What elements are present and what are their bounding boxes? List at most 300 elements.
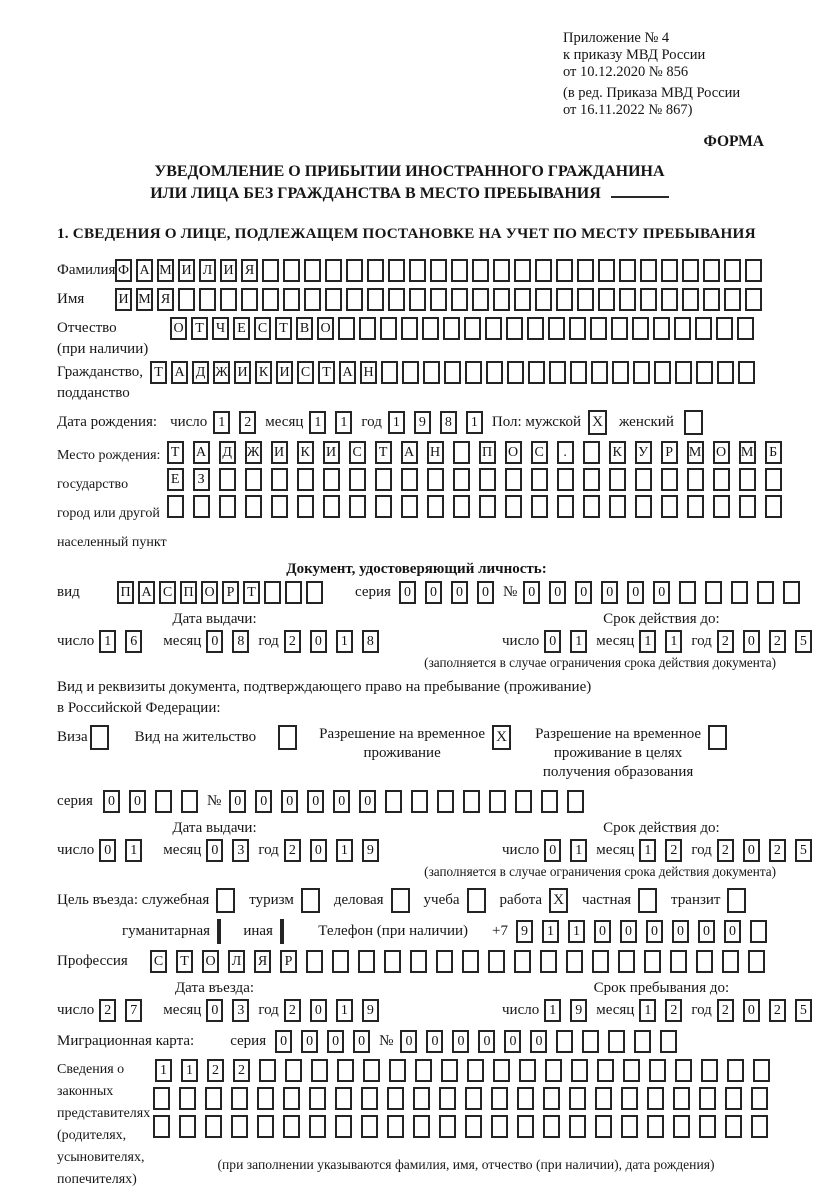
form-cell[interactable] (311, 1059, 328, 1082)
form-cell[interactable] (611, 317, 628, 340)
form-cell[interactable]: 2 (717, 999, 734, 1022)
form-cell[interactable]: С (150, 950, 167, 973)
form-cell[interactable] (153, 1087, 170, 1110)
form-cell[interactable] (465, 361, 482, 384)
form-cell[interactable] (361, 1087, 378, 1110)
form-cell[interactable] (219, 495, 236, 518)
form-cell[interactable] (582, 1030, 599, 1053)
form-cell[interactable] (640, 259, 657, 282)
form-cell[interactable] (257, 1115, 274, 1138)
form-cell[interactable]: Т (176, 950, 193, 973)
form-cell[interactable]: 0 (523, 581, 540, 604)
form-cell[interactable] (515, 790, 532, 813)
form-cell[interactable]: Ф (115, 259, 132, 282)
form-cell[interactable] (569, 1115, 586, 1138)
form-cell[interactable] (167, 495, 184, 518)
form-cell[interactable]: Н (360, 361, 377, 384)
form-cell[interactable]: 2 (717, 839, 734, 862)
form-cell[interactable]: 0 (544, 630, 561, 653)
form-cell[interactable] (633, 361, 650, 384)
form-cell[interactable] (687, 495, 704, 518)
form-cell[interactable] (451, 259, 468, 282)
form-cell[interactable]: О (505, 441, 522, 464)
form-cell[interactable]: 7 (125, 999, 142, 1022)
form-cell[interactable] (535, 259, 552, 282)
form-cell[interactable] (486, 361, 503, 384)
form-cell[interactable] (517, 1087, 534, 1110)
form-cell[interactable] (725, 1087, 742, 1110)
form-cell[interactable] (632, 317, 649, 340)
form-cell[interactable] (464, 317, 481, 340)
form-cell[interactable]: Т (318, 361, 335, 384)
form-cell[interactable] (297, 495, 314, 518)
form-cell[interactable]: К (609, 441, 626, 464)
form-cell[interactable] (309, 1087, 326, 1110)
form-cell[interactable] (703, 288, 720, 311)
form-cell[interactable] (241, 288, 258, 311)
form-cell[interactable]: 0 (281, 790, 298, 813)
form-cell[interactable] (673, 1087, 690, 1110)
form-cell[interactable] (413, 1115, 430, 1138)
form-cell[interactable] (389, 1059, 406, 1082)
form-cell[interactable] (271, 468, 288, 491)
form-cell[interactable] (661, 495, 678, 518)
form-cell[interactable]: 2 (284, 630, 301, 653)
form-cell[interactable] (724, 259, 741, 282)
form-cell[interactable] (577, 259, 594, 282)
form-cell[interactable] (623, 1059, 640, 1082)
form-cell[interactable] (577, 288, 594, 311)
form-cell[interactable]: 1 (336, 839, 353, 862)
form-cell[interactable] (257, 1087, 274, 1110)
form-cell[interactable] (595, 1115, 612, 1138)
form-cell[interactable] (566, 950, 583, 973)
form-cell[interactable] (541, 790, 558, 813)
checkbox-visa[interactable] (90, 725, 109, 750)
form-cell[interactable] (323, 468, 340, 491)
form-cell[interactable]: 0 (477, 581, 494, 604)
form-cell[interactable]: 1 (336, 630, 353, 653)
form-cell[interactable]: 0 (307, 790, 324, 813)
form-cell[interactable] (583, 495, 600, 518)
form-cell[interactable]: 9 (414, 411, 431, 434)
form-cell[interactable] (262, 288, 279, 311)
form-cell[interactable] (619, 288, 636, 311)
form-cell[interactable] (540, 950, 557, 973)
form-cell[interactable] (361, 1115, 378, 1138)
form-cell[interactable]: Т (375, 441, 392, 464)
form-cell[interactable] (439, 1087, 456, 1110)
form-cell[interactable]: 2 (233, 1059, 250, 1082)
form-cell[interactable] (548, 317, 565, 340)
form-cell[interactable] (363, 1059, 380, 1082)
form-cell[interactable]: 5 (795, 999, 812, 1022)
form-cell[interactable]: 2 (665, 999, 682, 1022)
form-cell[interactable]: А (339, 361, 356, 384)
form-cell[interactable] (472, 259, 489, 282)
form-cell[interactable]: 0 (743, 630, 760, 653)
form-cell[interactable] (545, 1059, 562, 1082)
form-cell[interactable]: 0 (451, 581, 468, 604)
form-cell[interactable]: И (178, 259, 195, 282)
form-cell[interactable] (387, 1115, 404, 1138)
form-cell[interactable] (505, 468, 522, 491)
form-cell[interactable] (493, 259, 510, 282)
form-cell[interactable] (696, 950, 713, 973)
form-cell[interactable]: 1 (544, 999, 561, 1022)
form-cell[interactable] (571, 1059, 588, 1082)
form-cell[interactable]: 0 (333, 790, 350, 813)
form-cell[interactable]: 0 (530, 1030, 547, 1053)
form-cell[interactable] (687, 468, 704, 491)
form-cell[interactable]: 0 (452, 1030, 469, 1053)
form-cell[interactable] (695, 317, 712, 340)
form-cell[interactable]: 0 (206, 839, 223, 862)
form-cell[interactable] (751, 1087, 768, 1110)
form-cell[interactable] (619, 259, 636, 282)
form-cell[interactable]: 1 (125, 839, 142, 862)
form-cell[interactable]: С (349, 441, 366, 464)
form-cell[interactable] (193, 495, 210, 518)
form-cell[interactable] (465, 1115, 482, 1138)
form-cell[interactable] (463, 790, 480, 813)
form-cell[interactable] (751, 1115, 768, 1138)
form-cell[interactable]: 2 (239, 411, 256, 434)
form-cell[interactable] (531, 468, 548, 491)
form-cell[interactable]: И (220, 259, 237, 282)
form-cell[interactable] (653, 317, 670, 340)
form-cell[interactable] (441, 1059, 458, 1082)
form-cell[interactable]: Т (275, 317, 292, 340)
form-cell[interactable]: П (479, 441, 496, 464)
form-cell[interactable] (738, 361, 755, 384)
form-cell[interactable] (608, 1030, 625, 1053)
form-cell[interactable] (661, 259, 678, 282)
form-cell[interactable] (401, 317, 418, 340)
form-cell[interactable] (757, 581, 774, 604)
form-cell[interactable] (422, 317, 439, 340)
form-cell[interactable]: 2 (769, 999, 786, 1022)
form-cell[interactable]: О (713, 441, 730, 464)
form-cell[interactable]: Е (233, 317, 250, 340)
form-cell[interactable] (283, 1087, 300, 1110)
form-cell[interactable] (453, 468, 470, 491)
form-cell[interactable]: 1 (213, 411, 230, 434)
form-cell[interactable]: 5 (795, 630, 812, 653)
form-cell[interactable] (491, 1115, 508, 1138)
form-cell[interactable]: 1 (466, 411, 483, 434)
form-cell[interactable] (696, 361, 713, 384)
form-cell[interactable] (739, 495, 756, 518)
form-cell[interactable] (737, 317, 754, 340)
form-cell[interactable]: . (557, 441, 574, 464)
form-cell[interactable] (283, 1115, 300, 1138)
form-cell[interactable] (609, 468, 626, 491)
form-cell[interactable] (472, 288, 489, 311)
form-cell[interactable] (557, 468, 574, 491)
form-cell[interactable]: 0 (743, 999, 760, 1022)
form-cell[interactable] (488, 950, 505, 973)
form-cell[interactable] (430, 288, 447, 311)
form-cell[interactable] (205, 1115, 222, 1138)
form-cell[interactable]: 0 (620, 920, 637, 943)
checkbox-female[interactable] (684, 410, 703, 435)
form-cell[interactable]: 5 (795, 839, 812, 862)
form-cell[interactable]: 9 (570, 999, 587, 1022)
form-cell[interactable] (199, 288, 216, 311)
form-cell[interactable] (359, 317, 376, 340)
form-cell[interactable] (713, 468, 730, 491)
form-cell[interactable]: 0 (359, 790, 376, 813)
form-cell[interactable]: Я (157, 288, 174, 311)
form-cell[interactable] (423, 361, 440, 384)
form-cell[interactable] (507, 361, 524, 384)
form-cell[interactable]: О (201, 581, 218, 604)
form-cell[interactable] (748, 950, 765, 973)
form-cell[interactable]: 0 (310, 839, 327, 862)
form-cell[interactable] (549, 361, 566, 384)
form-cell[interactable] (514, 259, 531, 282)
form-cell[interactable] (479, 495, 496, 518)
form-cell[interactable]: Я (241, 259, 258, 282)
form-cell[interactable] (304, 288, 321, 311)
form-cell[interactable] (731, 581, 748, 604)
form-cell[interactable]: 2 (717, 630, 734, 653)
form-cell[interactable] (765, 468, 782, 491)
form-cell[interactable]: 0 (672, 920, 689, 943)
form-cell[interactable] (745, 288, 762, 311)
form-cell[interactable] (384, 950, 401, 973)
form-cell[interactable]: 0 (426, 1030, 443, 1053)
form-cell[interactable]: 1 (639, 630, 656, 653)
form-cell[interactable] (727, 1059, 744, 1082)
form-cell[interactable] (367, 288, 384, 311)
checkbox-work[interactable]: X (549, 888, 568, 913)
form-cell[interactable]: 0 (310, 630, 327, 653)
form-cell[interactable]: 0 (399, 581, 416, 604)
form-cell[interactable] (543, 1087, 560, 1110)
form-cell[interactable]: 0 (327, 1030, 344, 1053)
form-cell[interactable]: 0 (743, 839, 760, 862)
form-cell[interactable] (725, 1115, 742, 1138)
form-cell[interactable]: Е (167, 468, 184, 491)
form-cell[interactable] (701, 1059, 718, 1082)
form-cell[interactable]: Я (254, 950, 271, 973)
form-cell[interactable]: 1 (309, 411, 326, 434)
form-cell[interactable] (745, 259, 762, 282)
form-cell[interactable] (453, 495, 470, 518)
form-cell[interactable]: 2 (769, 630, 786, 653)
form-cell[interactable]: И (234, 361, 251, 384)
form-cell[interactable] (462, 950, 479, 973)
form-cell[interactable] (325, 288, 342, 311)
form-cell[interactable] (465, 1087, 482, 1110)
form-cell[interactable] (332, 950, 349, 973)
form-cell[interactable] (430, 259, 447, 282)
form-cell[interactable]: Ж (245, 441, 262, 464)
form-cell[interactable] (285, 581, 302, 604)
form-cell[interactable]: 1 (181, 1059, 198, 1082)
form-cell[interactable]: 1 (542, 920, 559, 943)
form-cell[interactable]: А (138, 581, 155, 604)
form-cell[interactable] (783, 581, 800, 604)
form-cell[interactable]: 0 (653, 581, 670, 604)
form-cell[interactable] (514, 288, 531, 311)
form-cell[interactable] (349, 468, 366, 491)
form-cell[interactable] (349, 495, 366, 518)
form-cell[interactable] (713, 495, 730, 518)
form-cell[interactable]: Т (243, 581, 260, 604)
form-cell[interactable] (679, 581, 696, 604)
form-cell[interactable]: Т (150, 361, 167, 384)
form-cell[interactable]: М (739, 441, 756, 464)
form-cell[interactable]: 0 (103, 790, 120, 813)
form-cell[interactable] (682, 259, 699, 282)
checkbox-temp-residence-edu[interactable] (708, 725, 727, 750)
form-cell[interactable]: К (255, 361, 272, 384)
form-cell[interactable] (597, 1059, 614, 1082)
form-cell[interactable]: Д (219, 441, 236, 464)
form-cell[interactable]: 1 (99, 630, 116, 653)
form-cell[interactable] (567, 790, 584, 813)
form-cell[interactable]: О (170, 317, 187, 340)
form-cell[interactable]: М (136, 288, 153, 311)
form-cell[interactable]: 1 (155, 1059, 172, 1082)
form-cell[interactable] (716, 317, 733, 340)
form-cell[interactable]: Р (280, 950, 297, 973)
checkbox-residence-permit[interactable] (278, 725, 297, 750)
form-cell[interactable] (346, 259, 363, 282)
form-cell[interactable] (181, 790, 198, 813)
form-cell[interactable] (453, 441, 470, 464)
form-cell[interactable] (528, 361, 545, 384)
form-cell[interactable] (375, 468, 392, 491)
form-cell[interactable] (283, 259, 300, 282)
form-cell[interactable] (493, 1059, 510, 1082)
form-cell[interactable] (557, 495, 574, 518)
form-cell[interactable]: Л (228, 950, 245, 973)
form-cell[interactable] (595, 1087, 612, 1110)
form-cell[interactable] (401, 468, 418, 491)
form-cell[interactable]: 0 (549, 581, 566, 604)
form-cell[interactable] (527, 317, 544, 340)
form-cell[interactable]: 0 (206, 630, 223, 653)
form-cell[interactable] (739, 468, 756, 491)
form-cell[interactable]: 0 (601, 581, 618, 604)
form-cell[interactable] (437, 790, 454, 813)
form-cell[interactable] (436, 950, 453, 973)
form-cell[interactable] (306, 581, 323, 604)
form-cell[interactable] (304, 259, 321, 282)
form-cell[interactable]: Ж (213, 361, 230, 384)
form-cell[interactable]: С (297, 361, 314, 384)
checkbox-official[interactable] (216, 888, 235, 913)
checkbox-male[interactable]: X (588, 410, 607, 435)
checkbox-temp-residence[interactable]: X (492, 725, 511, 750)
form-cell[interactable] (338, 317, 355, 340)
form-cell[interactable] (506, 317, 523, 340)
form-cell[interactable] (220, 288, 237, 311)
form-cell[interactable] (380, 317, 397, 340)
form-cell[interactable] (427, 495, 444, 518)
form-cell[interactable] (661, 468, 678, 491)
form-cell[interactable] (703, 259, 720, 282)
form-cell[interactable] (621, 1087, 638, 1110)
form-cell[interactable] (367, 259, 384, 282)
form-cell[interactable]: Т (167, 441, 184, 464)
form-cell[interactable] (259, 1059, 276, 1082)
form-cell[interactable] (346, 288, 363, 311)
form-cell[interactable] (647, 1115, 664, 1138)
form-cell[interactable]: П (117, 581, 134, 604)
form-cell[interactable] (219, 468, 236, 491)
form-cell[interactable] (297, 468, 314, 491)
form-cell[interactable] (179, 1115, 196, 1138)
form-cell[interactable] (674, 317, 691, 340)
form-cell[interactable] (283, 288, 300, 311)
form-cell[interactable] (505, 495, 522, 518)
form-cell[interactable] (590, 317, 607, 340)
form-cell[interactable]: М (157, 259, 174, 282)
form-cell[interactable]: 8 (362, 630, 379, 653)
form-cell[interactable]: 0 (301, 1030, 318, 1053)
form-cell[interactable]: 0 (724, 920, 741, 943)
form-cell[interactable]: 0 (544, 839, 561, 862)
form-cell[interactable] (479, 468, 496, 491)
form-cell[interactable] (264, 581, 281, 604)
form-cell[interactable]: 1 (570, 630, 587, 653)
form-cell[interactable]: 0 (504, 1030, 521, 1053)
form-cell[interactable] (385, 790, 402, 813)
form-cell[interactable] (670, 950, 687, 973)
form-cell[interactable] (285, 1059, 302, 1082)
form-cell[interactable]: Л (199, 259, 216, 282)
form-cell[interactable]: 8 (440, 411, 457, 434)
form-cell[interactable] (179, 1087, 196, 1110)
form-cell[interactable] (388, 259, 405, 282)
form-cell[interactable] (673, 1115, 690, 1138)
form-cell[interactable] (765, 495, 782, 518)
form-cell[interactable] (618, 950, 635, 973)
form-cell[interactable]: И (276, 361, 293, 384)
checkbox-study[interactable] (467, 888, 486, 913)
form-cell[interactable] (682, 288, 699, 311)
form-cell[interactable] (569, 317, 586, 340)
form-cell[interactable]: М (687, 441, 704, 464)
form-cell[interactable] (245, 468, 262, 491)
form-cell[interactable] (705, 581, 722, 604)
checkbox-business[interactable] (391, 888, 410, 913)
form-cell[interactable]: 1 (388, 411, 405, 434)
form-cell[interactable]: О (202, 950, 219, 973)
form-cell[interactable] (439, 1115, 456, 1138)
form-cell[interactable] (640, 288, 657, 311)
form-cell[interactable] (410, 950, 427, 973)
form-cell[interactable] (556, 288, 573, 311)
form-cell[interactable]: В (296, 317, 313, 340)
form-cell[interactable] (271, 495, 288, 518)
form-cell[interactable] (323, 495, 340, 518)
form-cell[interactable] (649, 1059, 666, 1082)
form-cell[interactable]: А (136, 259, 153, 282)
form-cell[interactable] (413, 1087, 430, 1110)
form-cell[interactable] (411, 790, 428, 813)
form-cell[interactable] (375, 495, 392, 518)
form-cell[interactable] (491, 1087, 508, 1110)
form-cell[interactable] (517, 1115, 534, 1138)
form-cell[interactable] (443, 317, 460, 340)
form-cell[interactable] (647, 1087, 664, 1110)
